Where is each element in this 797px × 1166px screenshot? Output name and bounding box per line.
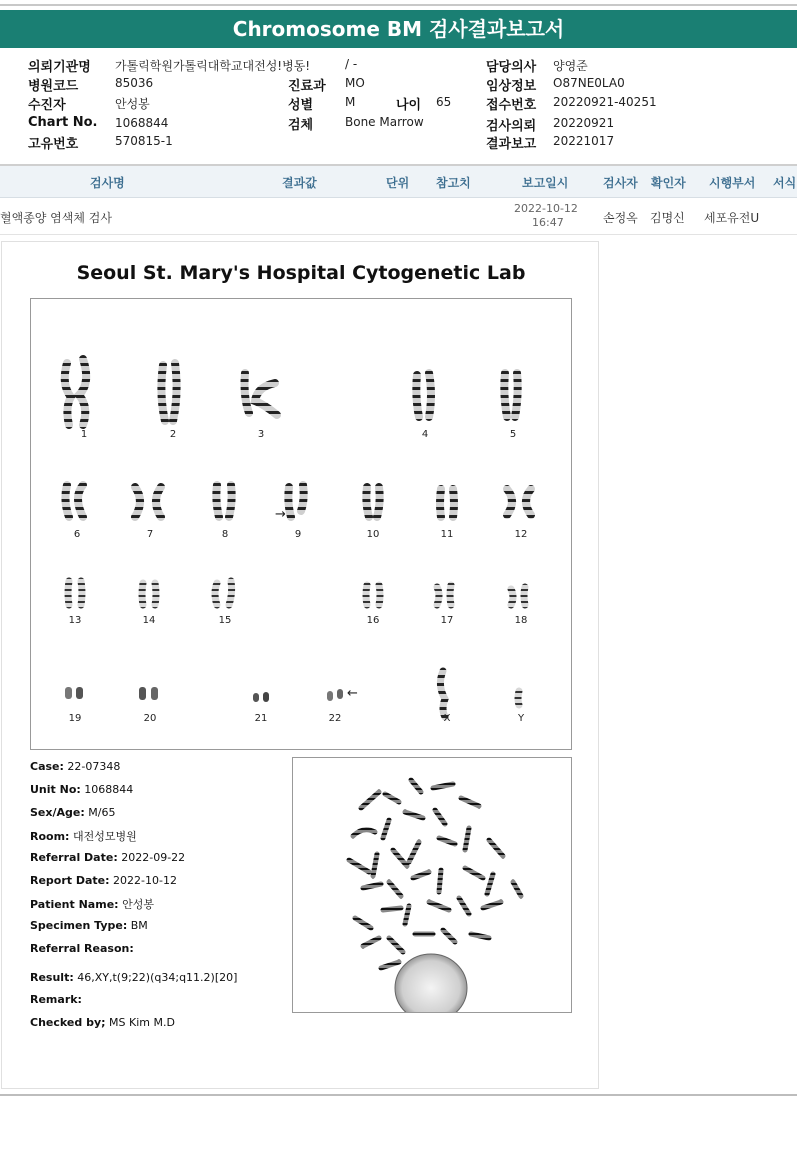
- detail-report-date: Report Date: 2022-10-12: [30, 874, 177, 887]
- chromosome-pair-13: [68, 581, 82, 605]
- chr-label-8: 8: [221, 529, 229, 540]
- chr-label-22: 22: [328, 713, 342, 724]
- col-unit: 단위: [386, 176, 410, 190]
- detail-specimen-type: Specimen Type: BM: [30, 919, 148, 932]
- clinical-label: 임상정보: [486, 79, 537, 94]
- unique-label: 고유번호: [28, 137, 79, 152]
- chromosome-pair-8: [216, 485, 231, 517]
- detail-result: Result: 46,XY,t(9;22)(q34;q11.2)[20]: [30, 971, 238, 984]
- chromosome-pair-12: [507, 489, 531, 515]
- chart-label: Chart No.: [28, 115, 98, 130]
- chr-label-10: 10: [366, 529, 380, 540]
- col-report-date: 보고일시: [522, 176, 569, 190]
- request-value: 20220921: [553, 116, 615, 130]
- row-test-name[interactable]: 혈액종양 염색체 검사: [0, 211, 112, 225]
- row-report-date: 2022-10-12: [514, 202, 578, 215]
- page-title: Chromosome BM 검사결과보고서: [0, 10, 797, 48]
- detail-case: Case: 22-07348: [30, 760, 121, 773]
- detail-unit-no: Unit No: 1068844: [30, 783, 134, 796]
- metaphase-image: [292, 757, 572, 1013]
- chromosome-y: [518, 691, 519, 705]
- chromosome-pair-22: [327, 689, 343, 701]
- age-value: 65: [436, 95, 452, 109]
- dept-label: 진료과: [288, 79, 326, 94]
- chr-label-y: Y: [517, 713, 525, 724]
- chromosome-pair-10: [366, 487, 379, 517]
- request-label: 검사의뢰: [486, 119, 537, 134]
- lab-title: Seoul St. Mary's Hospital Cytogenetic Lab: [76, 262, 526, 284]
- detail-room: Room: 대전성모병원: [30, 830, 137, 843]
- institution-extra: / -: [345, 57, 358, 71]
- chromosome-pair-14: [142, 583, 156, 605]
- chr-label-11: 11: [440, 529, 454, 540]
- institution-label: 의뢰기관명: [28, 60, 91, 75]
- chr-label-20: 20: [143, 713, 157, 724]
- row-report-time: 16:47: [532, 216, 564, 229]
- top-divider: [0, 4, 797, 6]
- hospital-code-value: 85036: [115, 76, 154, 90]
- sex-label: 성별: [288, 98, 314, 113]
- col-reference: 참고치: [436, 176, 471, 190]
- detail-patient-name: Patient Name: 안성봉: [30, 898, 154, 911]
- col-department: 시행부서: [709, 176, 756, 190]
- chr-label-16: 16: [366, 615, 380, 626]
- chromosome-pair-2: [161, 363, 176, 421]
- institution-value: 가톨릭학원가톨릭대학교대전성!병동!: [115, 59, 311, 73]
- chromosome-pair-3: [245, 373, 278, 415]
- chr-label-17: 17: [440, 615, 454, 626]
- patient-label: 수진자: [28, 98, 66, 113]
- chr-label-3: 3: [257, 429, 265, 440]
- chromosome-pair-18: [511, 587, 525, 605]
- col-confirmer: 확인자: [651, 176, 686, 190]
- chr-label-7: 7: [146, 529, 154, 540]
- result-report-value: 20221017: [553, 134, 615, 148]
- arrow-left-icon: ←: [347, 686, 358, 701]
- patient-value: 안성봉: [115, 97, 150, 111]
- result-report-label: 결과보고: [486, 137, 537, 152]
- chr-label-1: 1: [80, 429, 88, 440]
- row-department: 세포유전U: [704, 211, 760, 225]
- receipt-value: 20220921-40251: [553, 95, 657, 109]
- chromosome-pair-15: [215, 581, 232, 605]
- chromosome-pair-20: [139, 687, 158, 700]
- detail-checked-by: Checked by; MS Kim M.D: [30, 1016, 175, 1029]
- detail-remark: Remark:: [30, 993, 82, 1006]
- chromosome-pair-6: [65, 485, 83, 517]
- dept-value: MO: [345, 76, 365, 90]
- chromosome-pair-1: [65, 359, 86, 425]
- metaphase-svg: [293, 758, 572, 1013]
- col-tester: 검사자: [603, 176, 638, 190]
- chr-label-15: 15: [218, 615, 232, 626]
- col-form: 서식: [773, 176, 797, 190]
- sex-value: M: [345, 95, 356, 109]
- table-row[interactable]: [0, 199, 797, 235]
- chromosome-pair-16: [366, 585, 380, 605]
- doctor-label: 담당의사: [486, 60, 537, 75]
- karyotype-figure: [30, 298, 572, 750]
- results-table-header: [0, 166, 797, 198]
- chr-label-x: X: [443, 713, 451, 724]
- detail-sex-age: Sex/Age: M/65: [30, 806, 116, 819]
- age-label: 나이: [396, 98, 422, 113]
- chart-value: 1068844: [115, 116, 169, 130]
- chr-label-2: 2: [169, 429, 177, 440]
- specimen-label: 검체: [288, 118, 314, 133]
- report-image-panel: [1, 241, 599, 1089]
- hospital-code-label: 병원코드: [28, 79, 79, 94]
- chr-label-14: 14: [142, 615, 156, 626]
- chr-label-5: 5: [509, 429, 517, 440]
- col-result: 결과값: [282, 176, 317, 190]
- chr-label-21: 21: [254, 713, 268, 724]
- detail-referral-date: Referral Date: 2022-09-22: [30, 851, 186, 864]
- chromosome-pair-9: [288, 485, 303, 517]
- clinical-value: O87NE0LA0: [553, 76, 625, 90]
- chromosome-pair-17: [437, 585, 451, 605]
- chr-label-4: 4: [421, 429, 429, 440]
- doctor-value: 양영준: [553, 59, 588, 73]
- row-tester: 손정옥: [603, 211, 638, 225]
- specimen-value: Bone Marrow: [345, 115, 424, 129]
- receipt-label: 접수번호: [486, 98, 537, 113]
- chr-label-6: 6: [73, 529, 81, 540]
- chromosome-pair-19: [65, 687, 83, 699]
- col-test-name: 검사명: [90, 176, 125, 190]
- karyotype-svg: [31, 299, 573, 751]
- arrow-right-icon: →: [275, 507, 286, 522]
- patient-info-panel: [0, 52, 797, 162]
- bottom-divider: [0, 1094, 797, 1096]
- chromosome-pair-21: [253, 692, 269, 702]
- row-confirmer: 김명신: [650, 211, 685, 225]
- chromosome-pair-7: [135, 487, 161, 517]
- chr-label-13: 13: [68, 615, 82, 626]
- chr-label-18: 18: [514, 615, 528, 626]
- chromosome-x: [440, 671, 445, 717]
- chromosome-pair-5: [504, 373, 517, 417]
- chr-label-19: 19: [68, 713, 82, 724]
- chr-label-12: 12: [514, 529, 528, 540]
- chromosome-pair-11: [440, 489, 454, 517]
- unique-value: 570815-1: [115, 134, 173, 148]
- chr-label-9: 9: [294, 529, 302, 540]
- detail-referral-reason: Referral Reason:: [30, 942, 134, 955]
- chromosome-pair-4: [416, 373, 431, 417]
